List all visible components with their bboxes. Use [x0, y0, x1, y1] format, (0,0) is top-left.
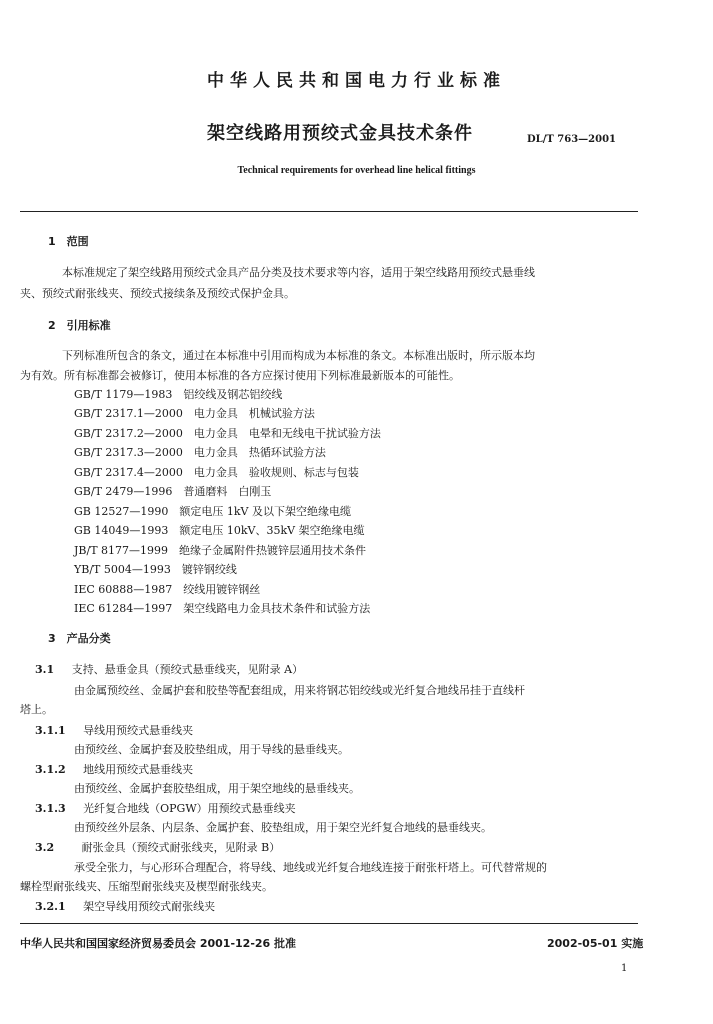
clause-3-2-title: 耐张金具（预绞式耐张线夹，见附录 B）: [81, 841, 281, 854]
english-title: Technical requirements for overhead line helical fittings: [237, 165, 476, 176]
clause-3-1-3-title: 光纤复合地线（OPGW）用预绞式悬垂线夹: [83, 802, 296, 815]
approval-info: 中华人民共和国国家经济贸易委员会 2001-12-26 批准: [20, 937, 297, 950]
clause-3-1-3-heading: [35, 800, 296, 816]
page-number: 1: [621, 963, 628, 974]
reference-item: GB 14049—1993 额定电压 10kV、35kV 架空绝缘电缆: [74, 524, 365, 537]
implementation-date: 2002-05-01 实施: [547, 937, 644, 950]
clause-3-1-title: 支持、悬垂金具（预绞式悬垂线夹，见附录 A）: [71, 663, 304, 676]
reference-item: IEC 60888—1987 绞线用镀锌钢丝: [74, 583, 261, 596]
clause-3-2-heading: [35, 839, 280, 855]
reference-item: IEC 61284—1997 架空线路电力金具技术条件和试验方法: [74, 602, 371, 615]
clause-3-2-line-2: 螺栓型耐张线夹、压缩型耐张线夹及楔型耐张线夹。: [20, 880, 273, 893]
reference-item: GB/T 2479—1996 普通磨料 白刚玉: [74, 485, 272, 498]
clause-3-2-number: 3.2: [35, 841, 55, 854]
section-1-para-line-1: 本标准规定了架空线路用预绞式金具产品分类及技术要求等内容，适用于架空线路用预绞式悬垂线: [62, 266, 535, 279]
clause-3-1-number: 3.1: [35, 663, 55, 676]
reference-item: JB/T 8177—1999 绝缘子金属附件热镀锌层通用技术条件: [74, 544, 367, 557]
clause-3-1-2-text: 由预绞丝、金属护套胶垫组成，用于架空地线的悬垂线夹。: [74, 782, 360, 795]
section-2-para-line-1: 下列标准所包含的条文，通过在本标准中引用而构成为本标准的条文。本标准出版时，所示版本均: [62, 349, 535, 362]
section-2-para-line-2: 为有效。所有标准都会被修订，使用本标准的各方应探讨使用下列标准最新版本的可能性。: [20, 369, 460, 382]
reference-item: GB/T 2317.3—2000 电力金具 热循环试验方法: [74, 446, 326, 459]
clause-3-1-1-title: 导线用预绞式悬垂线夹: [83, 724, 194, 737]
section-1-heading: 1 范围: [48, 235, 89, 248]
clause-3-2-1-title: 架空导线用预绞式耐张线夹: [83, 900, 216, 913]
clause-3-1-2-number: 3.1.2: [35, 763, 66, 776]
page-header: 中华人民共和国电力行业标准: [207, 71, 506, 91]
clause-3-1-3-number: 3.1.3: [35, 802, 66, 815]
clause-3-1-heading: [35, 661, 303, 677]
standard-number: DL/T 763—2001: [527, 134, 616, 145]
clause-3-1-2-heading: [35, 761, 193, 777]
section-2-heading: 2 引用标准: [48, 319, 111, 332]
section-1-para-line-2: 夹、预绞式耐张线夹、预绞式接续条及预绞式保护金具。: [20, 287, 295, 300]
clause-3-2-line-1: 承受全张力，与心形环合理配合，将导线、地线或光纤复合地线连接于耐张杆塔上。可代替常规的: [74, 861, 547, 874]
clause-3-1-line-2: 塔上。: [20, 703, 53, 716]
clause-3-2-1-heading: [35, 898, 215, 914]
reference-item: GB 12527—1990 额定电压 1kV 及以下架空绝缘电缆: [74, 505, 351, 518]
reference-item: GB/T 1179—1983 铝绞线及钢芯铝绞线: [74, 388, 283, 401]
reference-item: GB/T 2317.1—2000 电力金具 机械试验方法: [74, 407, 315, 420]
footer-divider: [20, 923, 638, 924]
reference-item: GB/T 2317.4—2000 电力金具 验收规则、标志与包装: [74, 466, 359, 479]
clause-3-1-1-number: 3.1.1: [35, 724, 66, 737]
clause-3-1-line-1: 由金属预绞丝、金属护套和胶垫等配套组成，用来将钢芯铝绞线或光纤复合地线吊挂于直线杆: [74, 684, 525, 697]
clause-3-1-2-title: 地线用预绞式悬垂线夹: [83, 763, 194, 776]
reference-item: YB/T 5004—1993 镀锌钢绞线: [74, 563, 237, 576]
clause-3-1-1-heading: [35, 722, 193, 738]
reference-item: GB/T 2317.2—2000 电力金具 电晕和无线电干扰试验方法: [74, 427, 381, 440]
header-divider: [20, 211, 638, 212]
clause-3-1-1-text: 由预绞丝、金属护套及胶垫组成，用于导线的悬垂线夹。: [74, 743, 349, 756]
clause-3-2-1-number: 3.2.1: [35, 900, 66, 913]
clause-3-1-3-text: 由预绞丝外层条、内层条、金属护套、胶垫组成，用于架空光纤复合地线的悬垂线夹。: [74, 821, 492, 834]
section-3-heading: 3 产品分类: [48, 632, 111, 645]
document-title: 架空线路用预绞式金具技术条件: [207, 123, 473, 144]
